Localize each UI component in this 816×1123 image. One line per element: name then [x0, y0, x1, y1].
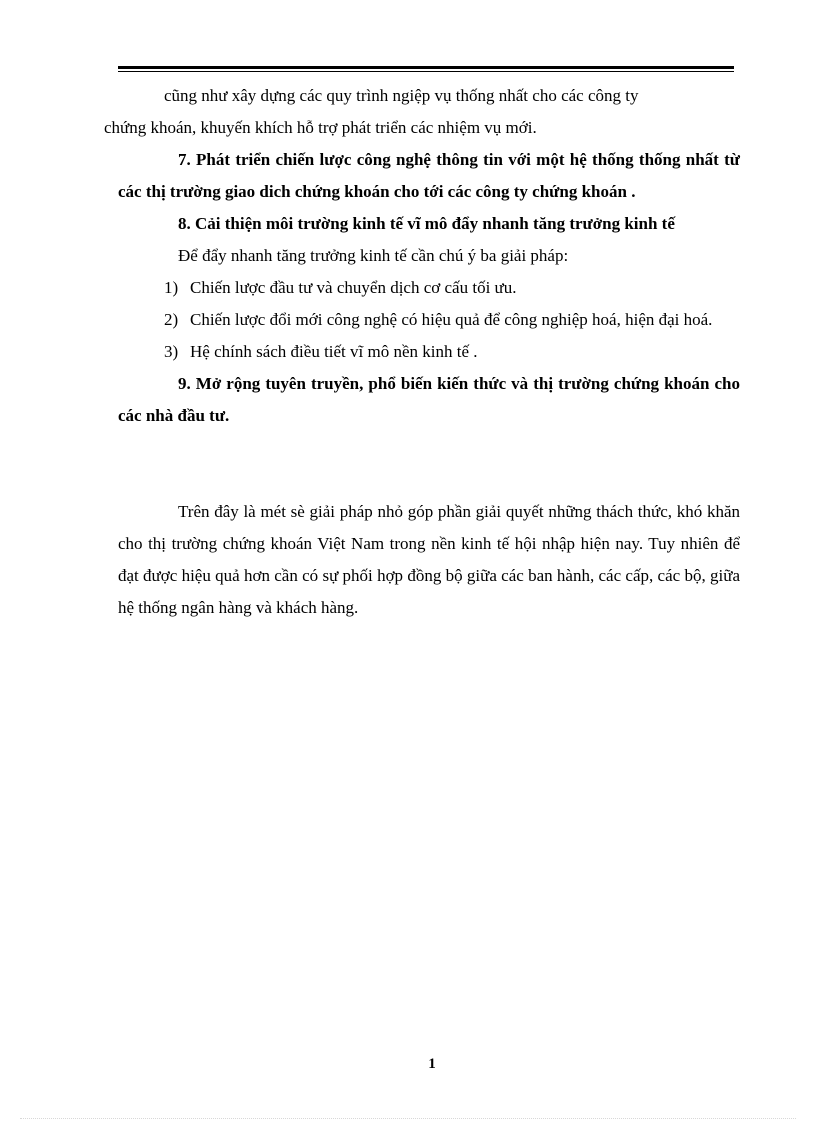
heading-8: 8. Cải thiện môi trường kinh tế vĩ mô đẩy nhanh tăng trưởng kinh tế [178, 214, 675, 233]
heading-7: 7. Phát triển chiến lược công nghệ thông tin với một hệ thống thống nhất từ các thị trường giao dich chứng khoán cho tới các công ty chứng khoán . [118, 150, 740, 201]
paragraph-line: chứng khoán, khuyến khích hỗ trợ phát triển các nhiệm vụ mới. [104, 118, 537, 137]
list-text: Hệ chính sách điều tiết vĩ mô nền kinh tế . [190, 342, 478, 361]
list-item [104, 336, 740, 368]
list-item [104, 304, 740, 336]
header-rule-thick [118, 66, 734, 69]
conclusion-paragraph: Trên đây là mét sè giải pháp nhỏ góp phần giải quyết những thách thức, khó khăn cho thị trường chứng khoán Việt Nam trong nền kinh tế hội nhập hiện nay. Tuy nhiên để đạt được hiệu quả hơn cần có sự phối hợp đồng bộ giữa các ban hành, các cấp, các bộ, giữa hệ thống ngân hàng và khách hàng. [118, 502, 740, 617]
page-number: 1 [428, 1056, 436, 1072]
paragraph-line: cũng như xây dựng các quy trình ngiệp vụ thống nhất cho các công ty [164, 86, 639, 105]
bottom-dotted-line [20, 1118, 796, 1119]
list-item [104, 272, 740, 304]
list-text: Chiến lược đầu tư và chuyển dịch cơ cấu tối ưu. [190, 278, 517, 297]
document-body [104, 80, 740, 624]
header-rule-thin [118, 71, 734, 72]
heading-9: 9. Mở rộng tuyên truyền, phổ biến kiến thức và thị trường chứng khoán cho các nhà đầu tư. [118, 374, 740, 425]
spacer [104, 432, 740, 496]
intro-paragraph: Để đẩy nhanh tăng trưởng kinh tế cần chú ý ba giải pháp: [178, 246, 569, 265]
list-number: 3) [164, 342, 179, 361]
list-number: 1) [164, 278, 179, 297]
list-number: 2) [164, 310, 179, 329]
list-text: Chiến lược đổi mới công nghệ có hiệu quả để công nghiệp hoá, hiện đại hoá. [190, 310, 713, 329]
